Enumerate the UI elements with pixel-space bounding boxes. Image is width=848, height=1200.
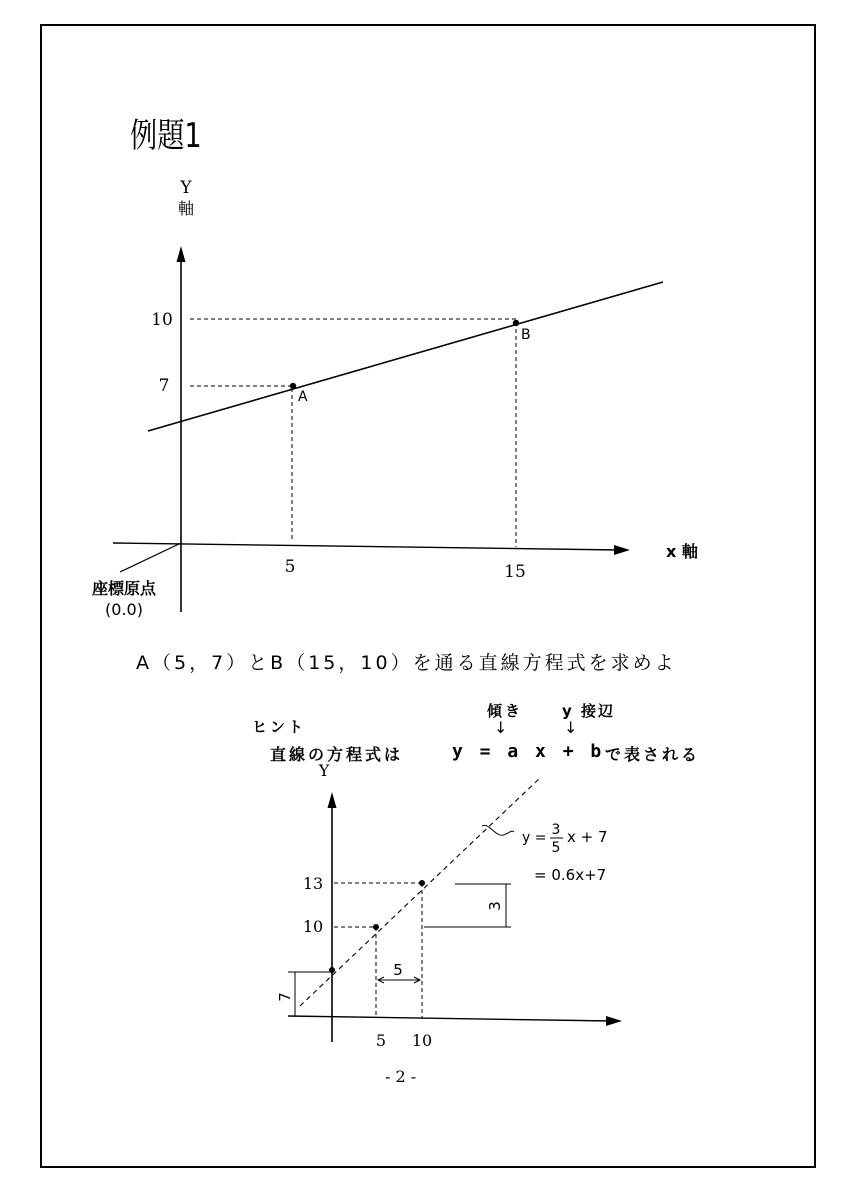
example-title: 例題1 [130,116,202,156]
line-equation: y = a x + b [452,741,605,762]
graph1-y-axis-label-2: 軸 [177,199,195,218]
dimension-3: 3 [486,901,504,911]
graph2-x-tick-5: 5 [375,1031,387,1050]
equation-decimal: = 0.6x+7 [534,866,607,884]
point-b-label: B [521,327,531,343]
point-b [513,320,519,326]
dimension-5: 5 [393,961,403,979]
equation-prefix: 直線の方程式は [270,745,404,764]
graph1-y-axis-label: Y [180,178,192,198]
problem-statement: A（5，7）とB（15，10）を通る直線方程式を求めよ [136,652,677,674]
graph1-x-axis-label: x 軸 [666,542,698,561]
equation-numerator: 3 [551,822,561,838]
graph2-point-13 [419,880,425,886]
dimension-7: 7 [276,992,294,1002]
graph-2 [0,760,848,1180]
slope-arrow: ↓ [494,718,508,737]
graph2-point-10 [373,924,379,930]
equation-rhs: x + 7 [567,828,608,846]
graph2-y-tick-13: 13 [302,874,324,893]
point-a-label: A [298,389,308,405]
graph2-y-axis-arrow [328,792,337,808]
equation-leader [482,825,514,835]
intercept-arrow: ↓ [564,718,578,737]
hint-label: ヒント [252,718,307,736]
graph1-x-tick-15: 15 [504,562,526,582]
graph2-dashed-line [300,778,540,1006]
graph2-y-tick-10: 10 [302,917,324,936]
graph1-x-axis-arrow [614,545,630,555]
graph1-x-tick-5: 5 [284,557,296,577]
equation-suffix: で表される [605,745,701,764]
graph1-y-tick-7: 7 [158,376,170,396]
graph1-line [148,282,663,431]
origin-label: 座標原点 [91,579,157,598]
graph2-x-tick-10: 10 [411,1031,433,1050]
slope-label: 傾き [487,702,524,720]
point-a [290,383,296,389]
equation-denominator: 5 [551,840,561,856]
graph1-y-axis-arrow [177,246,186,262]
graph2-y-axis-label: Y [318,761,330,780]
graph1-origin-stroke [120,543,181,572]
graph2-x-axis-arrow [606,1016,622,1026]
graph1-y-tick-10: 10 [151,310,173,330]
graph2-x-axis [288,1016,612,1021]
graph1-x-axis [113,543,620,550]
page-number: - 2 - [385,1067,417,1086]
origin-coordinates: (0.0) [105,600,143,619]
equation-lhs: y = [522,830,547,846]
intercept-label: y 接辺 [562,702,616,720]
